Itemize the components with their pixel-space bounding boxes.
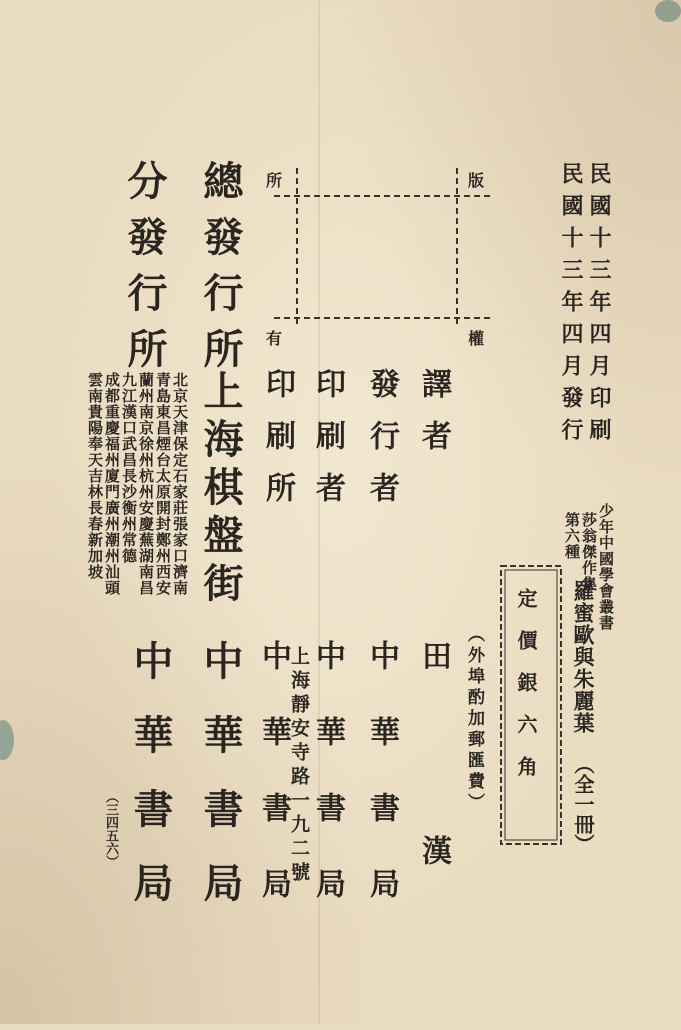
print-office-label: 印刷所 (260, 368, 295, 524)
branch-list-1: 北京天津保定石家莊張家口濟南 (171, 372, 189, 596)
branch-list-3: 蘭州南京徐州杭州安慶蕪湖南昌 (137, 372, 155, 596)
publisher-name: 中華書局 (364, 640, 399, 944)
translator-label: 譯者 (416, 368, 451, 472)
author-series: 莎翁傑作集 (580, 512, 598, 592)
price: 定價銀六角 (514, 588, 538, 798)
head-office-address: 上海棋盤街 (197, 370, 244, 610)
publisher-label: 發行者 (364, 368, 399, 524)
translator-name: 田漢 (416, 640, 451, 1030)
print-office-address: 上海靜安寺路一九二號 (288, 646, 310, 886)
branch-list-6: 雲南貴陽奉天吉林長春新加坡 (86, 372, 104, 580)
branch-label: 分發行所 (121, 160, 168, 384)
branch-list-5: 成都重慶福州廈門廣州潮州汕頭 (103, 372, 121, 596)
branch-publisher-name: 中華書局 (127, 640, 174, 936)
series-name: 少年中國學會叢書 (597, 503, 615, 631)
stamp-char-suo: 所 (266, 171, 283, 190)
print-office-name: 中華書局 (256, 640, 291, 944)
set-note: （全一冊） (571, 754, 595, 854)
printer-name: 中華書局 (310, 640, 345, 944)
book-title: 羅蜜歐與朱麗葉 (571, 580, 596, 734)
printer-label: 印刷者 (310, 368, 345, 524)
postage-note: （外埠酌加郵匯費） (464, 625, 484, 814)
stamp-char-ban: 版 (468, 171, 485, 190)
branch-list-4: 九江漢口武昌長沙衡州常德 (120, 372, 138, 564)
publish-date: 民國十三年四月發行 (558, 162, 584, 450)
copyright-frame (262, 160, 492, 330)
branch-code: （三四五六） (103, 790, 118, 868)
head-office-name: 中華書局 (197, 640, 244, 936)
head-office-label: 總發行所 (197, 160, 244, 384)
stamp-char-you: 有 (266, 329, 283, 348)
print-date: 民國十三年四月印刷 (586, 162, 612, 450)
branch-list-2: 青島東昌煙台太原開封鄭州西安 (154, 372, 172, 596)
stain (655, 0, 681, 22)
stamp-char-quan: 權 (468, 329, 485, 348)
volume-number: 第六種 (563, 512, 581, 560)
